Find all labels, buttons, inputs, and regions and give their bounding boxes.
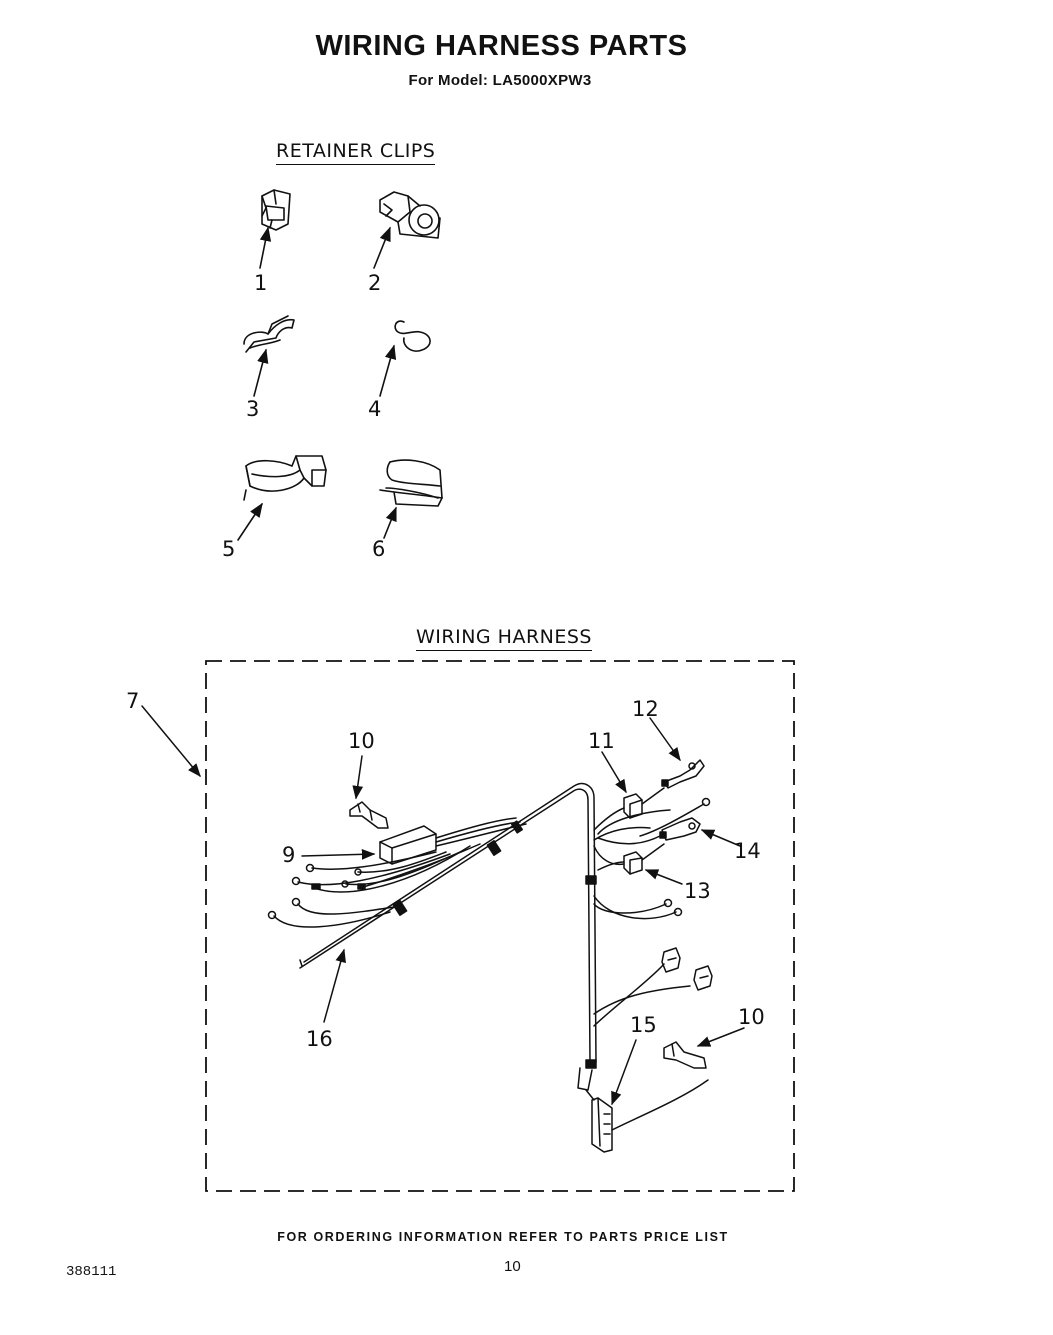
callout-10-left: 10 (348, 729, 375, 753)
connector-14 (594, 799, 710, 844)
callout-12: 12 (632, 697, 659, 721)
callout-3: 3 (246, 397, 260, 421)
callout-15: 15 (630, 1013, 657, 1037)
connector-block-9 (380, 818, 526, 864)
retainer-clip-6 (380, 460, 442, 506)
retainer-clip-3 (244, 316, 294, 352)
retainer-clip-4 (395, 321, 430, 351)
document-number: 388111 (66, 1264, 117, 1280)
callout-2: 2 (368, 271, 382, 295)
callout-9: 9 (282, 843, 296, 867)
page-title: WIRING HARNESS PARTS (315, 30, 688, 62)
page-number: 10 (504, 1258, 521, 1275)
connector-13 (594, 844, 664, 874)
connector-12 (662, 760, 704, 788)
ordering-info-note: FOR ORDERING INFORMATION REFER TO PARTS PRICE LIST (277, 1230, 729, 1244)
callout-6: 6 (372, 537, 386, 561)
terminal-10-left (350, 802, 388, 828)
left-wire-leads (269, 844, 481, 927)
callout-5: 5 (222, 537, 236, 561)
right-wire-leads (594, 896, 712, 1026)
wiring-harness-heading: WIRING HARNESS (416, 626, 592, 651)
callout-4: 4 (368, 397, 382, 421)
callout-14: 14 (734, 839, 761, 863)
callout-13: 13 (684, 879, 711, 903)
callout-1: 1 (254, 271, 268, 295)
callout-16: 16 (306, 1027, 333, 1051)
connector-11 (594, 788, 664, 830)
callout-10-right: 10 (738, 1005, 765, 1029)
callout-11: 11 (588, 729, 615, 753)
retainer-clip-1 (262, 190, 290, 230)
harness-main-trunk (300, 784, 596, 1090)
callout-7: 7 (126, 689, 140, 713)
connector-15 (586, 1080, 708, 1152)
model-subtitle: For Model: LA5000XPW3 (408, 72, 592, 89)
retainer-clip-5 (244, 456, 326, 500)
retainer-clips-heading: RETAINER CLIPS (276, 140, 435, 165)
